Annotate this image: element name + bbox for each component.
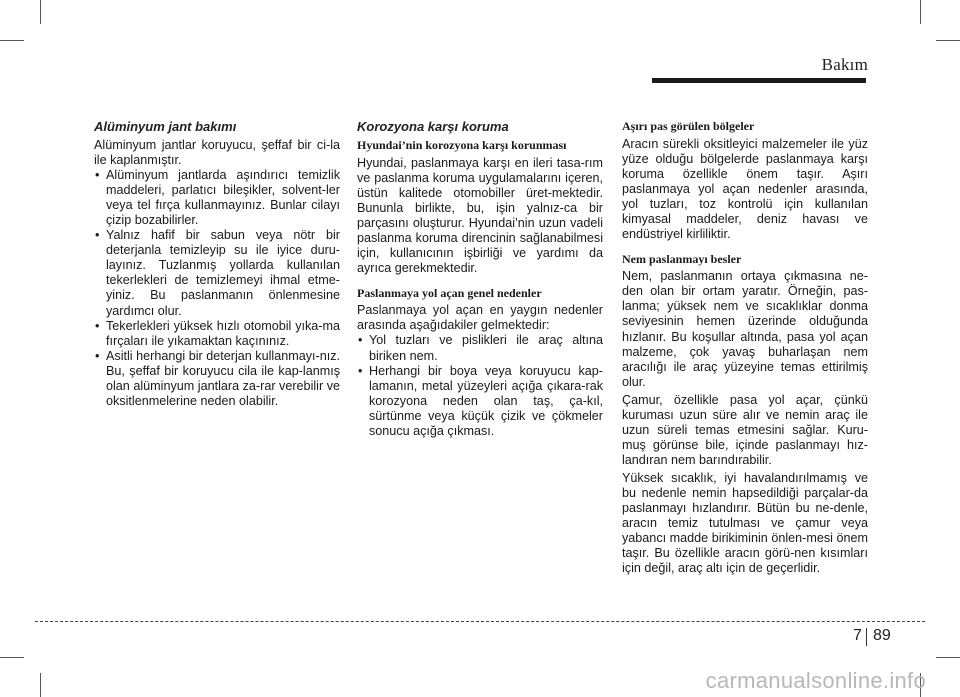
section-header-title: Bakım — [821, 55, 868, 74]
bullet-item: • Asitli herhangi bir deterjan kullanmayı-nız. Bu, şeffaf bir koruyucu cila ile kap-lanmış olan alüminyum jantlara za-rar verebilir ve oksitlenmelerine neden olabilir. — [94, 349, 340, 409]
bullet-list — [94, 168, 340, 409]
section-title: Korozyona karşı koruma — [357, 119, 509, 134]
header-rule — [652, 78, 866, 83]
bullet-list — [357, 333, 603, 438]
bullet-item: • Yol tuzları ve pislikleri ile araç altına biriken nem. — [357, 333, 603, 363]
page-number: 89 — [873, 627, 891, 644]
subsection-title: Nem paslanmayı besler — [622, 251, 742, 266]
paragraph: Yüksek sıcaklık, iyi havalandırılmamış ve bu nedenle nemin hapsedildiği parçalar-da paslanmayı hızlandırır. Bütün bu ne-denle, aracın temiz tutulması ve çamur veya yabancı madde birikiminin önlen-mesi önem taşır. Bu özellikle aracın görü-nen kısımları için değil, araç altı için de geçerlidir. — [622, 470, 868, 576]
crop-mark — [40, 673, 41, 697]
bullet-item: • Alüminyum jantlarda aşındırıcı temizlik maddeleri, parlatıcı bileşikler, solvent-ler veya tel fırça kullanmayınız. Bunlar cilayı çizip bozabilirler. — [94, 168, 340, 228]
chapter-number: 7 — [853, 627, 862, 644]
paragraph: Paslanmaya yol açan en yaygın nedenler arasında aşağıdakiler gelmektedir: — [357, 303, 603, 333]
subsection-title: Aşırı pas görülen bölgeler — [622, 119, 755, 133]
column-aluminum-wheel-care — [94, 119, 340, 409]
footer-dashed-rule — [35, 621, 925, 622]
crop-mark — [936, 40, 960, 41]
page-number-divider — [866, 628, 867, 646]
bullet-item: • Yalnız hafif bir sabun veya nötr bir deterjanla temizleyip su ile iyice duru-layınız. Tuzlanmış yollarda kullanılan tekerlekleri de temizlemeyi ihmal etme-yiniz. Bu paslanmanın önlenmesine yardımcı olur. — [94, 228, 340, 318]
paragraph: Alüminyum jantlar koruyucu, şeffaf bir ci-la ile kaplanmıştır. — [94, 138, 340, 168]
crop-mark — [920, 0, 921, 24]
paragraph: Çamur, özellikle pasa yol açar, çünkü kuruması uzun süre alır ve nemin araç ile uzun süreli temas etmesini sağlar. Kuru-muş görünse bile, içinde paslanmayı hız-landıran nem barındırabilir. — [622, 392, 868, 467]
subsection-title: Hyundai’nin korozyona karşı korunması — [357, 138, 567, 152]
crop-mark — [40, 0, 41, 24]
column-corrosion-protection — [357, 119, 603, 439]
paragraph: Nem, paslanmanın ortaya çıkmasına ne-den olan bir ortam yaratır. Örneğin, pas-lanma; yüksek nem ve sıcaklıklar donma seviyesinin hemen üzerinde olduğunda hızlanır. Bu koşullar altında, pasa yol açan malzeme, çok yavaş buharlaşan nem aracılığı ile araç yüzeyine temas ettirilmiş olur. — [622, 269, 868, 389]
subsection-title: Paslanmaya yol açan genel nedenler — [357, 285, 542, 300]
watermark: carmanualsonline.info — [705, 668, 926, 693]
paragraph: Aracın sürekli oksitleyici malzemeler ile yüz yüze olduğu bölgelerde paslanmaya karşı koruma özellikle önem taşır. Aşırı paslanmaya yol açan nedenler arasında, yol tuzları, toz kontrolü için kullanılan kimyasal maddeler, deniz havası ve endüstriyel kirliliktir. — [622, 136, 868, 241]
section-title: Alüminyum jant bakımı — [94, 119, 237, 134]
crop-mark — [0, 40, 24, 41]
crop-mark — [0, 657, 24, 658]
bullet-item: • Tekerlekleri yüksek hızlı otomobil yıka-ma fırçaları ile yıkamaktan kaçınınız. — [94, 319, 340, 349]
crop-mark — [936, 657, 960, 658]
column-rust-areas — [622, 119, 868, 576]
paragraph: Hyundai, paslanmaya karşı en ileri tasa-rım ve paslanma koruma uygulamalarını içeren, üstün kalitede otomobiller üret-mektedir. Bununla birlikte, bu, işin yalnız-ca bir parçasını oluşturur. Hyundai’nin uzun vadeli paslanma koruma direncinin sağlanabilmesi için, kullanıcının işbirliği ve yardımı da ayrıca gerekmektedir. — [357, 155, 603, 275]
bullet-item: • Herhangi bir boya veya koruyucu kap-lamanın, metal yüzeyleri açığa çıkara-rak korozyona neden olan taş, ça-kıl, sürtünme veya küçük çizik ve çökmeler sonucu açığa çıkması. — [357, 364, 603, 439]
